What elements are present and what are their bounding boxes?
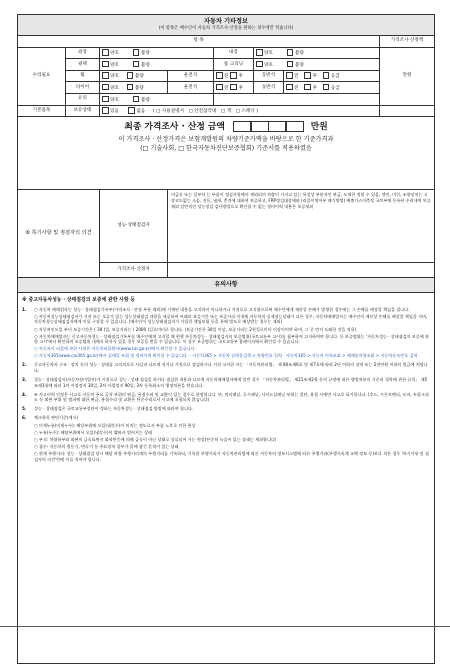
basic-label: 기본품목 [18,105,66,117]
note-item [22,307,430,361]
section-header [18,15,435,36]
checkbox[interactable] [133,49,140,56]
repair-item: 광택 [66,59,100,71]
note-body [34,392,430,405]
checkbox[interactable] [287,49,294,56]
note-text: ④ 사고이력 인정은 사고로 자동차 주요 골격 부위의 판금, 용접수리 및 교환이 있는 경우로 한정합니다. 단, 쿼터패널, 루프패널, 사이드실패널 부위는 절단, 용접 시에만 사고로 표기합니다. (후드, 프론트펜더, 도어, 트렁크리드 등 외판 부위 및 범퍼에 대한 판금, 용접수리 및 교환은 단순수리로서 사고에 포함되지 않습니다) [34,391,429,403]
note-body [34,415,430,463]
final-price-desc [18,136,434,154]
note-text: ○ 누유(누수): 해당부위에서 오일(냉각수)이 맺혀서 떨어지는 상태 [34,429,153,435]
basic-options: 있음 없음 ( □ 사용설명서 □ 안전삼각대 □ 잭 □ 스페너 ) [100,105,380,117]
checkbox[interactable] [133,61,140,68]
amount-boxes [234,121,304,133]
note-item [22,415,430,463]
note-body [34,377,430,390]
section-title: 자동차 기타정보 [204,18,249,26]
notes-body [18,293,435,664]
note-text: ○ 미세누유(미세누수): 해당부위에 오일(냉각수)이 비치는 정도로서 부품 노후로 인한 현상 [34,422,196,428]
final-price-row [18,121,434,133]
final-price-title: 최종 가격조사 · 산정 금액 [124,122,225,133]
repair-item: 내장 [214,47,254,59]
checkbox[interactable] [286,72,293,79]
note-link-text: ○ 자동차의 리콜에 관한 사항은 자동차리콜센터(www.car.go.kr)에서 확인할 수 있습니다. [34,346,196,352]
note-number: 2. [22,362,27,368]
inspector-opinion: 비금속 또는 일부차 는 부품이 정검사항에서 제외되며 차량이 가지고 있는 특성상 부분적인 판금, 도색한 정열 수 있음, 엔진, 미션, 조향장치는 고장코드없는 소음, 진동, 냄새, 충격에 대하여 보증하고, FRP정검대상에외 (리클이명어부 폐기방법) 배출가스이측정 국토부에 등록된 수리내역 보증제외 일반적인 성능정검 검사방법으로 확인할 수 없는 정비이력 내용은 보증제외 [168,190,435,263]
col-item-header: 항 목 [18,36,380,48]
seat-label: 운전석 [168,82,214,94]
note-text: ○ 자동차매매업자는 중고자동차성능 · 상태점검기록부를 매수인에게 고지할 때 현행 자동차성능 · 상태점검자의 보증범위(국토교통부 고시)를 첨부하여 고지하여야 합니다. 등 보증범위는 '자동차성능 · 상태점검의 보증에 관한 고시'에서 확인하며 보증범위 내에서 하자가 있을 경우 보증을 받을 수 있습니다. 이 경우 보증범위는 국토교통부 홈페이지에서 확인할 수 있습니다. [34,333,429,345]
seat-label: 동반석 [254,70,284,82]
note-text: ○ 자동차 매매업자는 성능 · 상태점검기록부(가격조사 · 산정 부분 제외)에 기재된 내용을 고지하지 아니하거나 거짓으로 고지함으로써 매수인에게 재산상 손해가 발생한 경우에는 그 손해를 배상할 책임을 집니다. [34,306,410,312]
note-number: 4. [22,391,27,397]
final-price-block [18,117,435,190]
checkbox[interactable] [102,49,109,56]
checkbox[interactable] [128,107,135,114]
checkbox[interactable] [256,49,263,56]
seat-label: 운전석 [168,70,214,82]
price-checker-label: 가격조사·산정자 [100,263,168,278]
note-item [22,377,430,390]
final-price-unit: 만원 [310,122,328,133]
col-price-header: 가격조사·산정액 [380,36,435,48]
notes-list [22,307,430,464]
note-text: 체크항목 판단기준(예시) [34,415,79,421]
repair-label: 수리필요 [18,47,66,105]
final-desc-line2: (□ 기술사회, □ 한국자동차진단보증협회) 기준서를 적용하였음 [140,145,312,153]
note-text: ○ 자동차성능상태점검자가 거짓 또는 오류가 있는 성능상태점검 내용을 제공하여 아래의 보증기간 또는 보증거리 이내에 자동차의 실제성능상태가 다른 경우, 자동차매매업자는 매수인의 재산상 손해를 배상할 책임을 지며, 자동차성능상태점검자에게 이를 구상할 수 있습니다. (매수인이 성능상태점검자가 가입한 책임보험 등을 통해 별도로 배상받는 경우는 제외) [34,313,428,325]
repair-item: 타이어 [66,82,100,94]
note-text: ○ 자동차인도일 부터 보증기간은 ( 30 )일, 보증거리는 ( 2000 )킬로미터로 합니다. (보증기간은 30일 이상, 보증거리는 2천킬로미터 이상이어야 하며, 그 중 먼저 도래한 것을 적용) [34,326,357,332]
checkbox[interactable] [216,72,223,79]
note-text: ○ 현재 주행거리: 성능 · 상태점검 당시 해당 차량 주행거리계의 주행거리를 기록하되, 기록한 주행거리가 자동차관리법에 따른 자동차의 정보시스템에 따른 주행거리(주행거리계 교체 정보 등)보다 적은 경우 '특기사항 및 점검자의 의견'란에 이를 적어야 합니다. [34,450,430,462]
checkbox[interactable] [133,96,140,103]
opinion-label: ⑥ 특기사항 및 점검자의 의견 [18,190,100,278]
notes-title: 유의사항 [18,278,435,293]
note-text: ○ 부식: 차량하부와 외판의 금속표면이 화학반응에 의해 금속이 아닌 상태로 상실되어 가는 현상(단순히 녹슬어 있는 상태는 제외합니다) [34,436,277,442]
amount-box[interactable] [233,121,251,132]
checkbox[interactable] [286,84,293,91]
amount-box[interactable] [268,121,286,132]
seat-label: 동반석 [254,82,284,94]
note-number: 6. [22,415,27,421]
checkbox[interactable] [216,84,223,91]
repair-item: 휠 [66,70,100,82]
checkbox[interactable] [102,84,109,91]
note-body [34,406,430,413]
other-info-table: 자동차 기타정보 (이 항목은 매수인이 자동차 가격조사·산정을 원하는 경우에만 적습니다) 항 목 가격조사·산정액 수리필요 외장 양호 불량 내장 양호 불량 만원 광택 양호 불량 룸 크리닝 양호 불량 휠 양호 불량 운전석 전 후 동반석 전 후 응급 타이어 양호 불량 운전석 전 후 동반석 전 후 응급 유리 양호 불량 기본품목 보유상태 있음 없음 ( □ 사용설명서 □ 안전삼각대 □ 잭 □ 스페너 ) 최종 가격조사 · 산정 금액 만원 이 가격조사 · 산정가격은 보험개발원의 차량기준가액을 바탕으로 한 기준가격과 (□ 기술사회, □ 한국자동차진단보증협회) 기준서를 적용하였음 ⑥ 특기사항 및 점검자의 의견 성능·상태점검자 비금속 또는 일부차 는 부품이 정검사항에서 제외되며 차량이 가지고 있는 특성상 부분적인 판금, 도색한 정열 수 있음, 엔진, 미션, 조향장치는 고장코드없는 소음, 진동, 냄새, 충격에 대하여 보증하고, FRP정검대상에외 (리클이명어부 폐기방법) 배출가스이측정 국토부에 등록된 수리내역 보증제외 일반적인 성능정검 검사방법으로 확인할 수 없는 정비이력 내용은 보증제외 가격조사·산정자 유의사항 ※ 중고자동차성능 · 상태점검의 보증에 관한 사항 등 1. ○ 자동차 매매업자는 성능 · 상태점검기록부(가격조사 · 산정 부분 제외)에 기재된 내용을 고지하지 아니하거나 거짓으로 고지함으로써 매수인에게 재산상 손해가 발생한 경우에는 그 손해를 배상할 책임을 집니다. ○ 자동차성능상태점검자가 거짓 또는 오류가 있는 성능상태점검 내용을 제공하여 아래의 보증기간 또는 보증거리 이내에 자동차의 실제성능상태가 다른 경우, 자동차매매업자는 매수인의 재산상 손해를 배상할 책임을 지며, 자동차성능상태점검자에게 이를 구상할 수 있습니다. (매수인이 성능상태점검자가 가입한 책임보험 등을 통해 별도로 배상받는 경우는 제외) ○ 자동차인도일 부터 보증기간은 ( 30 )일, 보증거리는 ( 2000 )킬로미터로 합니다. (보증기간은 30일 이상, 보증거리는 2천킬로미터 이상이어야 하며, 그 중 먼저 도래한 것을 적용) ○ 자동차매매업자는 중고자동차성능 · 상태점검기록부를 매수인에게 고지할 때 현행 자동차성능 · 상태점검자의 보증범위(국토교통부 고시)를 첨부하여 고지하여야 합니다. 등 보증범위는 '자동차성능 · 상태점검의 보증에 관한 고시'에서 확인하며 보증범위 내에서 하자가 있을 경우 보증을 받을 수 있습니다. 이 경우 보증범위는 국토교통부 홈페이지에서 확인할 수 있습니다. ○ 자동차의 리콜에 관한 사항은 자동차리콜센터(www.car.go.kr)에서 확인할 수 있습니다. ○ 자동차365(www.car365.go.kr)에서 실매물 조회 및 정비이력 확인할 수 있습니다. - 자동차365 > 자동차 실매물검색 > 차량번호 입력 - 자동차365 > 자동차 이력조회 > 매매용차량조회 > 자동차등록번호 검색 2. 중고자동차의 구조 · 장치 등의 성능 · 상태를 고의적으로 사실과 다르게 적거나 거짓으로 점검하거나 거짓 고지한 자는 「자동차관리법」 제 80조제6호 및 제7호에 따라 2년 이하의 징역 또는 2천만원 이하의 벌금에 처합니다. 3. 성능 · 상태점검자(자동차정비업자)가 거짓으로 성능 · 상태 점검을 하거나 점검한 내용과 다르게 자동차매매업자에게 알린 경우 「자동차관리법」 제21조제2항 등의 규정에 따른 행정처분의 기준과 절차에 관한 규칙」 제5조제1항에 따라 1차 사업정지 30일, 2차 사업정지 90일, 3차 등록취소의 행정처분을 받습니다. 4. ④ 사고이력 인정은 사고로 자동차 주요 골격 부위의 판금, 용접수리 및 교환이 있는 경우로 한정합니다. 단, 쿼터패널, 루프패널, 사이드실패널 부위는 절단, 용접 시에만 사고로 표기합니다. (후드, 프론트펜더, 도어, 트렁크리드 등 외판 부위 및 범퍼에 대한 판금, 용접수리 및 교환은 단순수리로서 사고에 포함되지 않습니다) 5. 성능 · 상태점검은 국토교통부장관이 정하는 자동차성능 · 상태점검 방법에 따라야 합니다. 6. 체크항목 판단기준(예시) ○ 미세누유(미세누수): 해당부위에 오일(냉각수)이 비치는 정도로서 부품 노후로 인한 현상 ○ 누유(누수): 해당부위에서 오일(냉각수)이 맺혀서 떨어지는 상태 ○ 부식: 차량하부와 외판의 금속표면이 화학반응에 의해 금속이 아닌 상태로 상실되어 가는 현상(단순히 녹슬어 있는 상태는 제외합니다) ○ 침수: 자동차의 원동기, 변속기 등 주요장치 일부가 물에 잠긴 흔적이 있는 상태 ○ 현재 주행거리: 성능 · 상태점검 당시 해당 차량 주행거리계의 주행거리를 기록하되, 기록한 주행거리가 자동차관리법에 따른 자동차의 정보시스템에 따른 주행거리(주행거리계 교체 정보 등)보다 적은 경우 '특기사항 및 점검자의 의견'란에 이를 적어야 합니다. [17,14,435,664]
note-number: 5. [22,406,27,412]
checkbox[interactable] [230,72,237,79]
checkbox[interactable] [304,84,311,91]
repair-item: 룸 크리닝 [214,59,254,71]
checkbox[interactable] [102,96,109,103]
amount-box[interactable] [251,121,269,132]
note-number: 1. [22,306,27,312]
note-number: 3. [22,377,27,383]
checkbox[interactable] [127,72,134,79]
note-text: ○ 침수: 자동차의 원동기, 변속기 등 주요장치 일부가 물에 잠긴 흔적이 있는 상태 [34,443,179,449]
checkbox[interactable] [102,61,109,68]
note-text: 중고자동차의 구조 · 장치 등의 성능 · 상태를 고의적으로 사실과 다르게 적거나 거짓으로 점검하거나 거짓 고지한 자는 「자동차관리법」 제 80조제6호 및 제7호에 따라 2년 이하의 징역 또는 2천만원 이하의 벌금에 처합니다. [34,362,428,373]
checkbox[interactable] [127,84,134,91]
checkbox[interactable] [256,61,263,68]
final-desc-line1: 이 가격조사 · 산정가격은 보험개발원의 차량기준가액을 바탕으로 한 기준가격과 [118,136,334,144]
checkbox[interactable] [287,61,294,68]
note-item [22,406,430,413]
notes-heading: ※ 중고자동차성능 · 상태점검의 보증에 관한 사항 등 [22,297,136,304]
checkbox[interactable] [230,84,237,91]
checkbox[interactable] [323,84,330,91]
note-body [34,362,430,375]
repair-item: 유리 [66,93,100,105]
note-item [22,362,430,375]
note-link-text: ○ 자동차365(www.car365.go.kr)에서 실매물 조회 및 정비이력 확인할 수 있습니다. - 자동차365 > 자동차 실매물검색 > 차량번호 입력 - 자동차365 > 자동차 이력조회 > 매매용차량조회 > 자동차등록번호 검색 [34,353,418,359]
note-text: 성능 · 상태점검은 국토교통부장관이 정하는 자동차성능 · 상태점검 방법에 따라야 합니다. [34,406,194,412]
amount-box[interactable] [286,121,304,132]
footer-divider [0,626,450,627]
price-checker-opinion[interactable] [168,263,435,278]
inspector-label: 성능·상태점검자 [100,190,168,263]
repair-price: 만원 [380,47,435,105]
checkbox[interactable] [102,107,109,114]
checkbox[interactable] [102,72,109,79]
note-body [34,307,430,361]
note-item [22,392,430,405]
checkbox[interactable] [323,72,330,79]
section-subtitle: (이 항목은 매수인이 자동차 가격조사·산정을 원하는 경우에만 적습니다) [158,26,294,32]
note-text: 성능 · 상태점검자(자동차정비업자)가 거짓으로 성능 · 상태 점검을 하거나 점검한 내용과 다르게 자동차매매업자에게 알린 경우 「자동차관리법」 제21조제2항 등의 규정에 따른 행정처분의 기준과 절차에 관한 규칙」 제5조제1항에 따라 1차 사업정지 30일, 2차 사업정지 90일, 3차 등록취소의 행정처분을 받습니다. [34,377,428,388]
checkbox[interactable] [304,72,311,79]
repair-item: 외장 [66,47,100,59]
basic-item: 보유상태 [66,105,100,117]
